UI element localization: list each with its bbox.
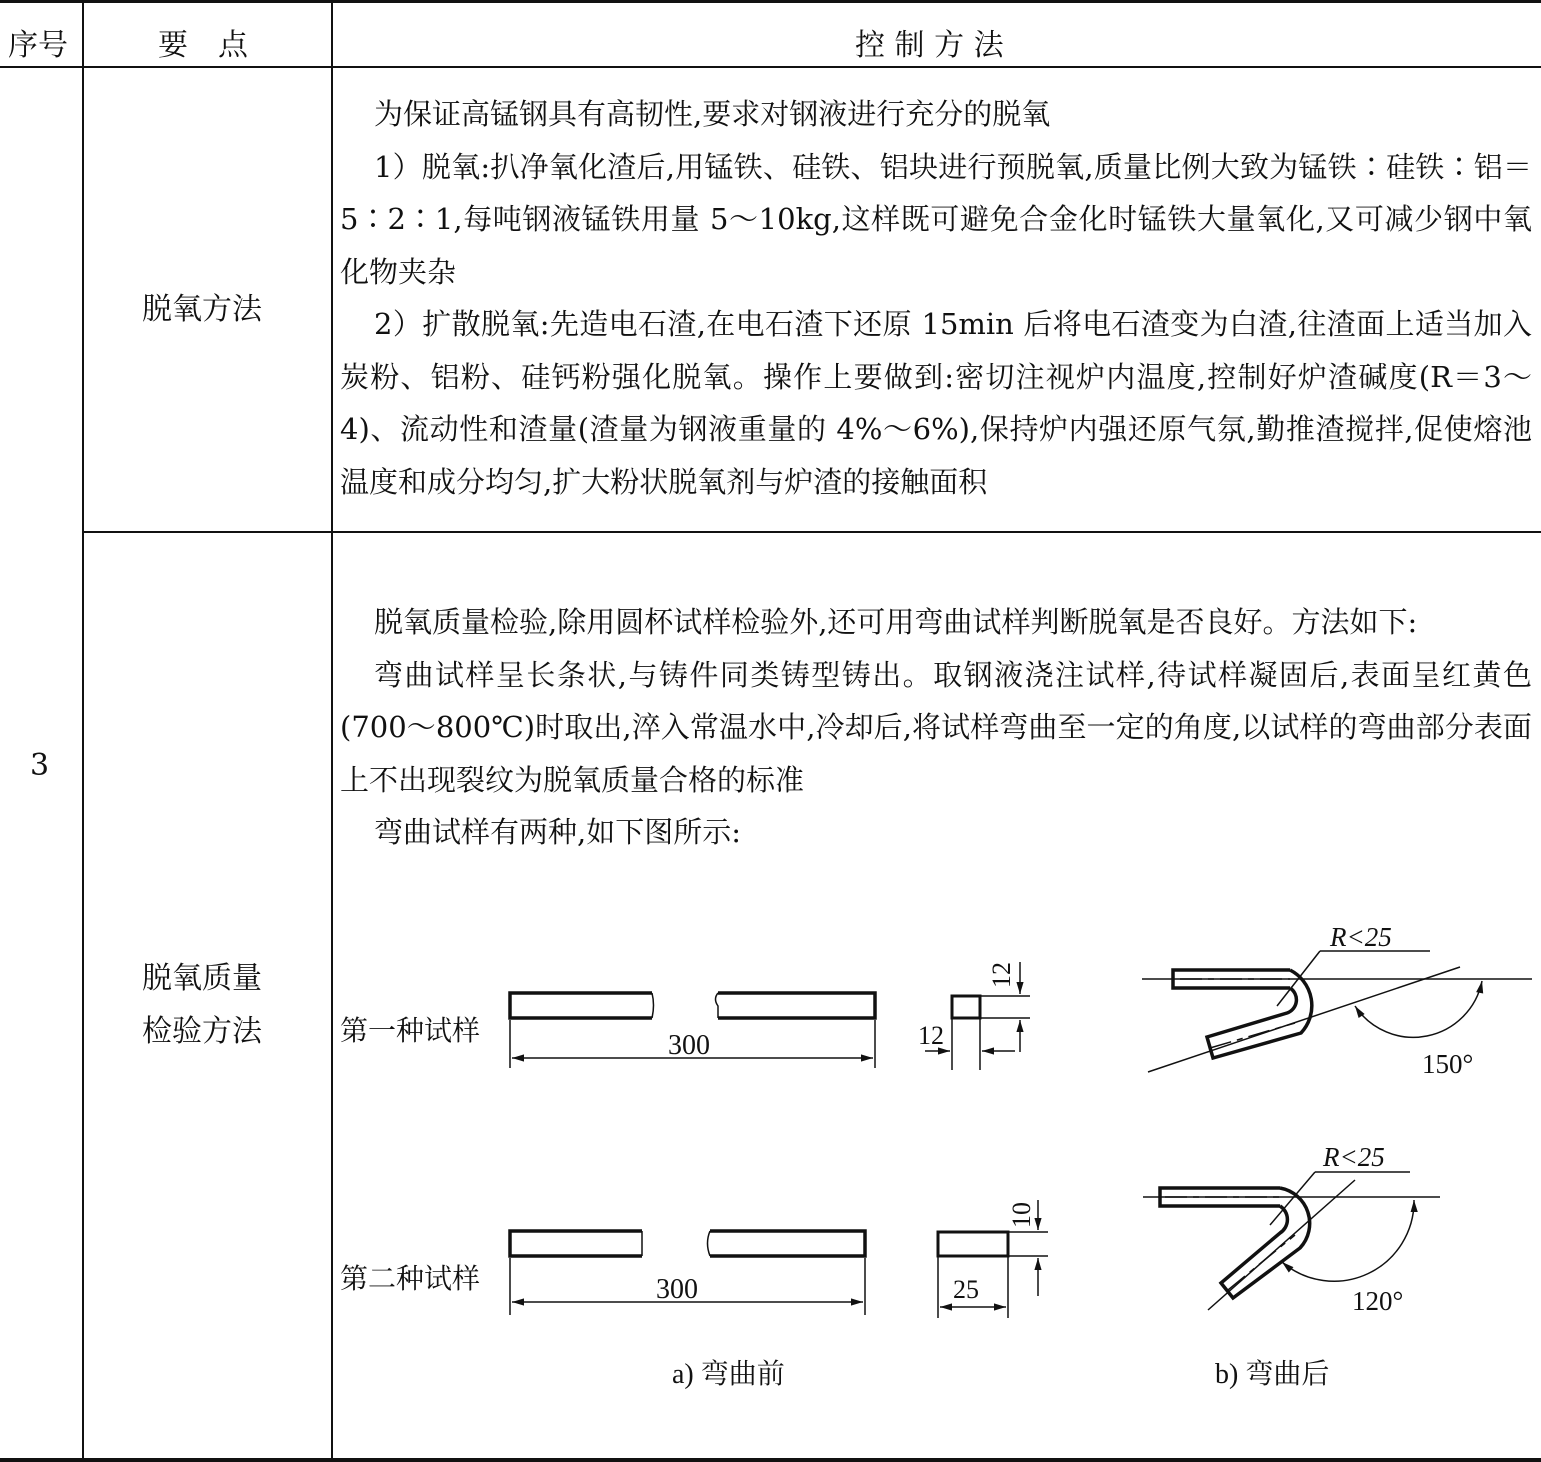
sample2-height-dimension: 10 — [1007, 1202, 1036, 1228]
row-number: 3 — [30, 748, 50, 783]
row-divider — [83, 531, 1541, 533]
sample2-label: 第二种试样 — [340, 1264, 481, 1295]
sample2-cross-section — [938, 1200, 1048, 1318]
paragraph: 2）扩散脱氧:先造电石渣,在电石渣下还原 15min 后将电石渣变为白渣,往渣面上适当加入炭粉、铝粉、硅钙粉强化脱氧。操作上要做到:密切注视炉内温度,控制好炉渣碱度(R＝3～4)、流动性和渣量(渣量为钢液重量的 4%～6%),保持炉内强还原气氛,勤推渣搅拌,促使熔池温度和成分均匀,扩大粉状脱氧剂与炉渣的接触面积 — [340, 307, 1532, 499]
sample1-width-dimension: 12 — [918, 1021, 944, 1050]
paragraph: 弯曲试样呈长条状,与铸件同类铸型铸出。取钢液浇注试样,待试样凝固后,表面呈红黄色(700～800℃)时取出,淬入常温水中,冷却后,将试样弯曲至一定的角度,以试样的弯曲部分表面上不出现裂纹为脱氧质量合格的标准 — [340, 657, 1532, 797]
paragraph: 弯曲试样有两种,如下图所示: — [374, 815, 741, 849]
sample1-length-dimension: 300 — [668, 1030, 710, 1061]
table-top-border — [0, 0, 1541, 3]
sample1-bend-angle: 150° — [1422, 1049, 1474, 1079]
method-deoxidation-text — [340, 88, 1532, 508]
header-control-method: 控 制 方 法 — [855, 28, 1004, 63]
header-bottom-border — [0, 66, 1541, 68]
header-key-point: 要 点 — [158, 28, 248, 63]
sample1-height-dimension: 12 — [987, 962, 1016, 988]
sample2-bent — [1143, 1172, 1440, 1310]
table-bottom-border — [0, 1458, 1541, 1462]
caption-before-bending: a) 弯曲前 — [672, 1359, 785, 1390]
paragraph: 1）脱氧:扒净氧化渣后,用锰铁、硅铁、铝块进行预脱氧,质量比例大致为锰铁∶硅铁∶铝＝5∶2∶1,每吨钢液锰铁用量 5～10kg,这样既可避免合金化时锰铁大量氧化,又可减少钢中氧化物夹杂 — [340, 149, 1532, 289]
sample1-bar — [510, 993, 875, 1068]
point-deoxidation-method: 脱氧方法 — [142, 292, 262, 327]
column-divider-2 — [331, 0, 333, 1460]
sample2-bar — [510, 1231, 865, 1315]
sample2-bend-radius: R<25 — [1323, 1142, 1385, 1172]
column-divider-1 — [82, 0, 84, 1460]
sample2-length-dimension: 300 — [656, 1274, 698, 1305]
paragraph: 为保证高锰钢具有高韧性,要求对钢液进行充分的脱氧 — [374, 97, 1051, 131]
caption-after-bending: b) 弯曲后 — [1215, 1359, 1330, 1390]
sample1-label: 第一种试样 — [340, 1016, 481, 1047]
method-quality-check-text — [340, 596, 1532, 859]
header-serial-number: 序号 — [8, 28, 68, 63]
point-quality-check-line1: 脱氧质量 — [142, 961, 262, 996]
point-quality-check-line2: 检验方法 — [142, 1014, 262, 1049]
sample2-width-dimension: 25 — [953, 1275, 979, 1304]
paragraph: 脱氧质量检验,除用圆杯试样检验外,还可用弯曲试样判断脱氧是否良好。方法如下: — [374, 605, 1418, 639]
sample2-bend-angle: 120° — [1352, 1286, 1404, 1316]
sample1-bent — [1142, 951, 1532, 1072]
sample1-cross-section — [925, 962, 1030, 1070]
sample1-bend-radius: R<25 — [1330, 922, 1392, 952]
